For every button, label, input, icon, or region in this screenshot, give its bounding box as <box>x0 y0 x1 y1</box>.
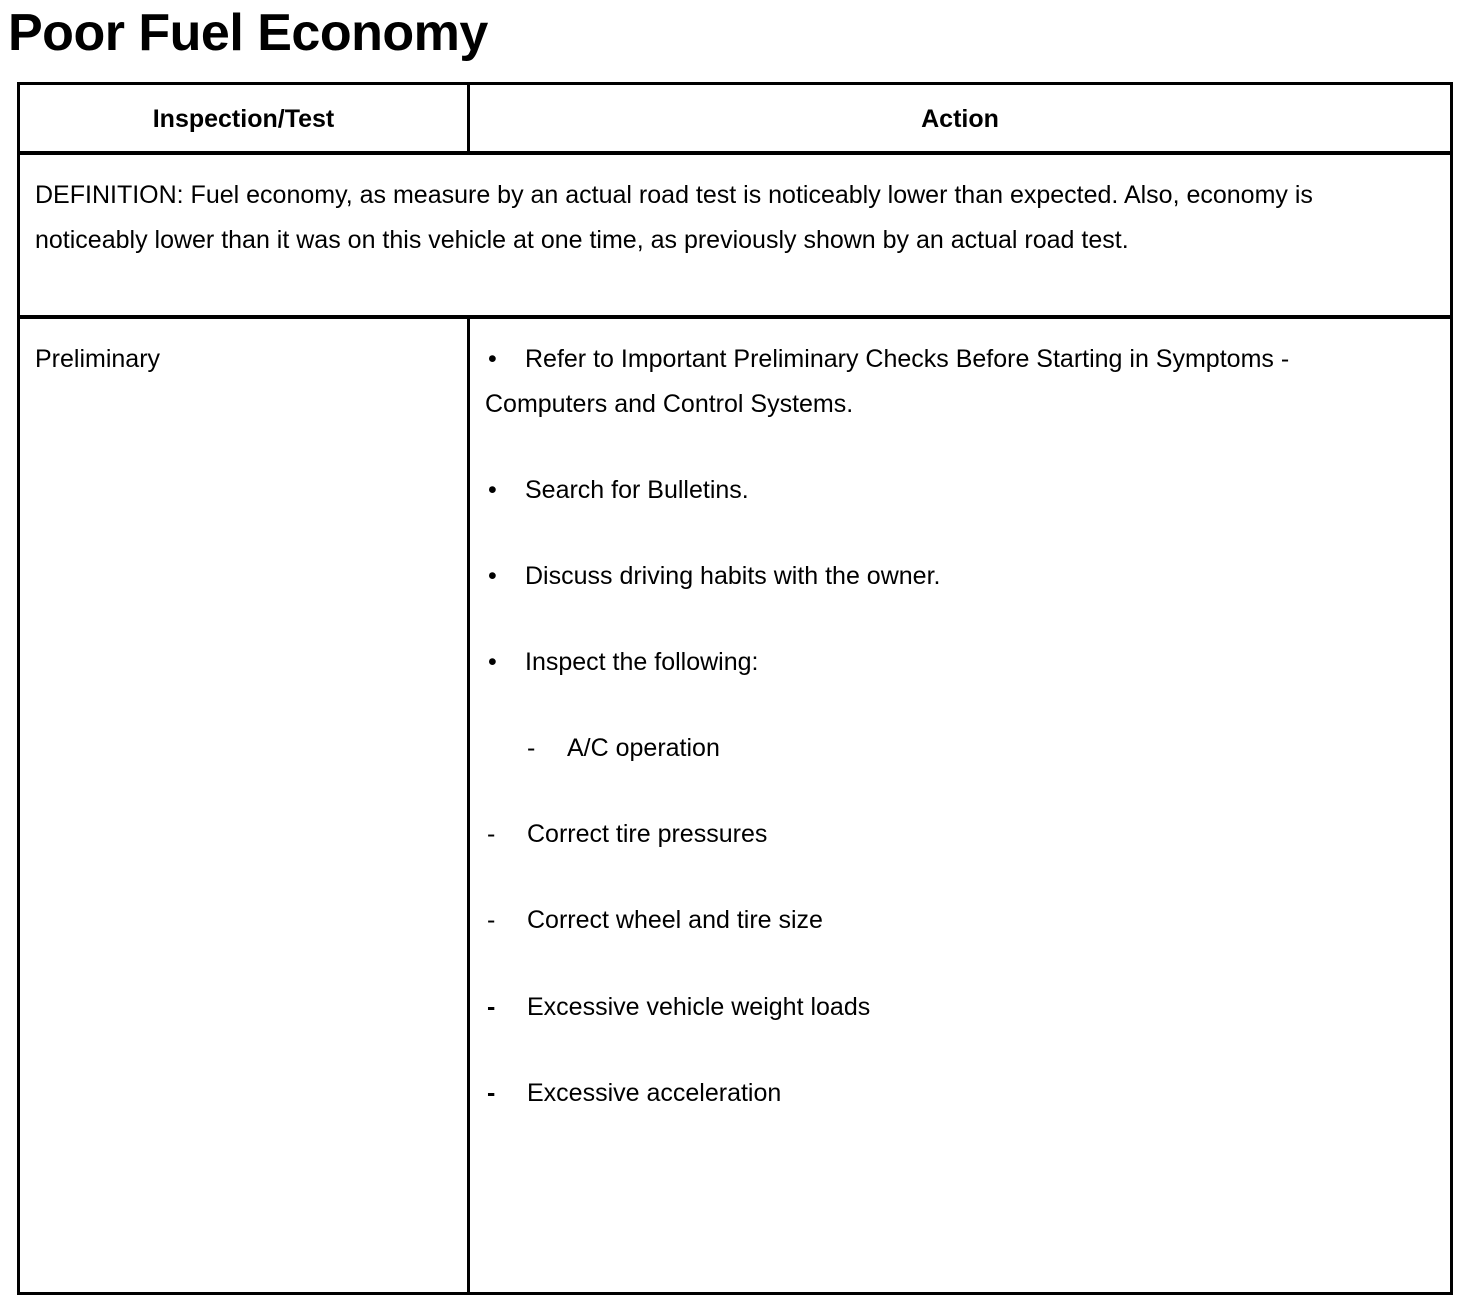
bullet-marker: • <box>488 562 497 590</box>
dash-marker: - <box>487 993 496 1021</box>
inspection-cell-preliminary: Preliminary <box>35 345 161 373</box>
action-item-text: A/C operation <box>567 734 720 762</box>
definition-divider <box>20 315 1450 319</box>
action-sub-item <box>525 726 720 771</box>
action-sub-item <box>485 985 870 1030</box>
action-item <box>485 337 1385 426</box>
action-item-text: Correct wheel and tire size <box>527 906 823 934</box>
dash-marker: - <box>487 820 496 848</box>
column-header-action: Action <box>921 104 999 133</box>
action-sub-item <box>485 812 767 857</box>
action-item-text: Search for Bulletins. <box>525 476 749 504</box>
bullet-marker: • <box>488 648 497 676</box>
action-item-text: Correct tire pressures <box>527 820 768 848</box>
action-sub-item <box>485 1071 781 1116</box>
dash-marker: - <box>527 734 536 762</box>
action-item-text: Inspect the following: <box>525 648 759 676</box>
diagnostic-table <box>17 82 1453 1295</box>
page-title: Poor Fuel Economy <box>8 4 488 62</box>
action-item-text: Refer to Important Preliminary Checks Before Starting in Symptoms - Computers and Control Systems. <box>485 345 1290 418</box>
action-item-text: Excessive vehicle weight loads <box>527 993 871 1021</box>
action-item <box>485 468 749 513</box>
action-item-text: Discuss driving habits with the owner. <box>525 562 941 590</box>
dash-marker: - <box>487 1079 496 1107</box>
column-header-inspection: Inspection/Test <box>152 104 335 133</box>
action-sub-item <box>485 898 823 943</box>
action-item <box>485 640 758 685</box>
action-item-text: Excessive acceleration <box>527 1079 782 1107</box>
definition-text: DEFINITION: Fuel economy, as measure by an actual road test is noticeably lower than expected. Also, economy is noticeably lower than it was on this vehicle at one time, as previously shown by an actual road test. <box>35 181 1313 254</box>
row-column-divider <box>467 317 470 1292</box>
action-item <box>485 554 940 599</box>
bullet-marker: • <box>488 476 497 504</box>
dash-marker: - <box>487 906 496 934</box>
bullet-marker: • <box>488 345 497 373</box>
